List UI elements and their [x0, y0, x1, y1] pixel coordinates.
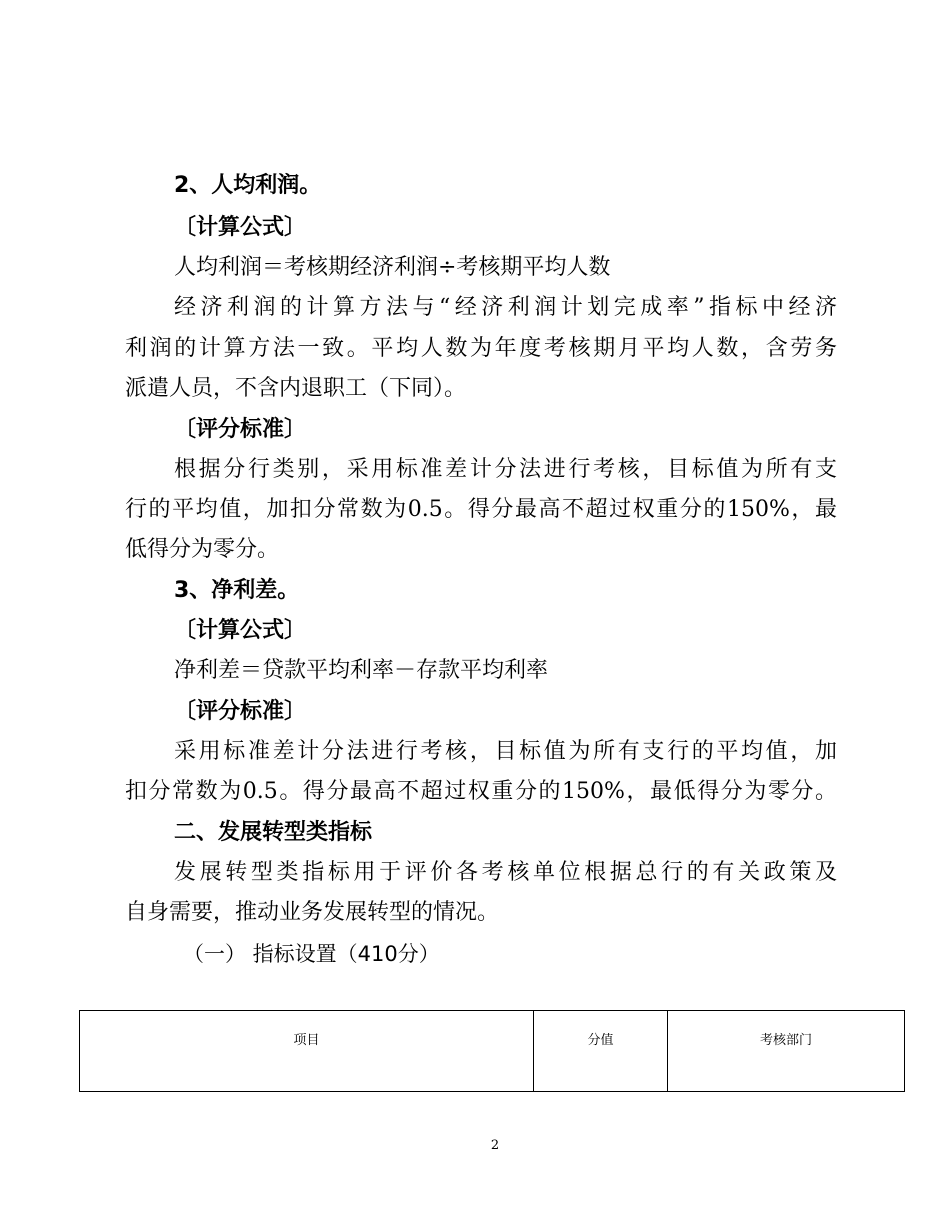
section-2-scoring-line-3: 低得分为零分。: [125, 537, 280, 562]
section-2-note-line-1: 经济利润的计算方法与“经济利润计划完成率”指标中经济: [174, 295, 837, 320]
header-score: 分值: [534, 1011, 668, 1092]
section-2-scoring-line-1: 根据分行类别，采用标准差计分法进行考核，目标值为所有支: [174, 457, 837, 482]
section-2-formula: 人均利润＝考核期经济利润÷考核期平均人数: [174, 255, 611, 280]
header-item: 项目: [80, 1011, 534, 1092]
part-2-heading: 二、发展转型类指标: [174, 820, 373, 845]
section-3-scoring-line-2: 扣分常数为0.5。得分最高不超过权重分的150%，最低得分为零分。: [125, 779, 837, 804]
section-2-scoring-heading: 〔评分标准〕: [174, 417, 307, 442]
part-2-sub-heading: （一） 指标设置（410分）: [183, 942, 440, 966]
section-3-formula-heading: 〔计算公式〕: [174, 618, 307, 643]
section-2-note-line-3: 派遣人员，不含内退职工（下同）。: [125, 376, 467, 401]
part-2-intro-line-1: 发展转型类指标用于评价各考核单位根据总行的有关政策及: [174, 860, 837, 885]
section-3-heading: 3、净利差。: [174, 578, 300, 603]
section-2-heading: 2、人均利润。: [174, 173, 322, 198]
part-2-intro-line-2: 自身需要，推动业务发展转型的情况。: [125, 900, 500, 925]
section-3-formula: 净利差＝贷款平均利率－存款平均利率: [174, 658, 549, 683]
header-department: 考核部门: [668, 1011, 905, 1092]
table-header-row: [80, 1011, 905, 1092]
section-2-note-line-2: 利润的计算方法一致。平均人数为年度考核期月平均人数，含劳务: [125, 336, 837, 361]
section-3-scoring-line-1: 采用标准差计分法进行考核，目标值为所有支行的平均值，加: [174, 739, 837, 764]
section-2-formula-heading: 〔计算公式〕: [174, 215, 307, 240]
page-number: 2: [490, 1138, 500, 1153]
section-3-scoring-heading: 〔评分标准〕: [174, 699, 307, 724]
section-2-scoring-line-2: 行的平均值，加扣分常数为0.5。得分最高不超过权重分的150%，最: [125, 497, 837, 522]
index-setting-table: [79, 1010, 905, 1092]
